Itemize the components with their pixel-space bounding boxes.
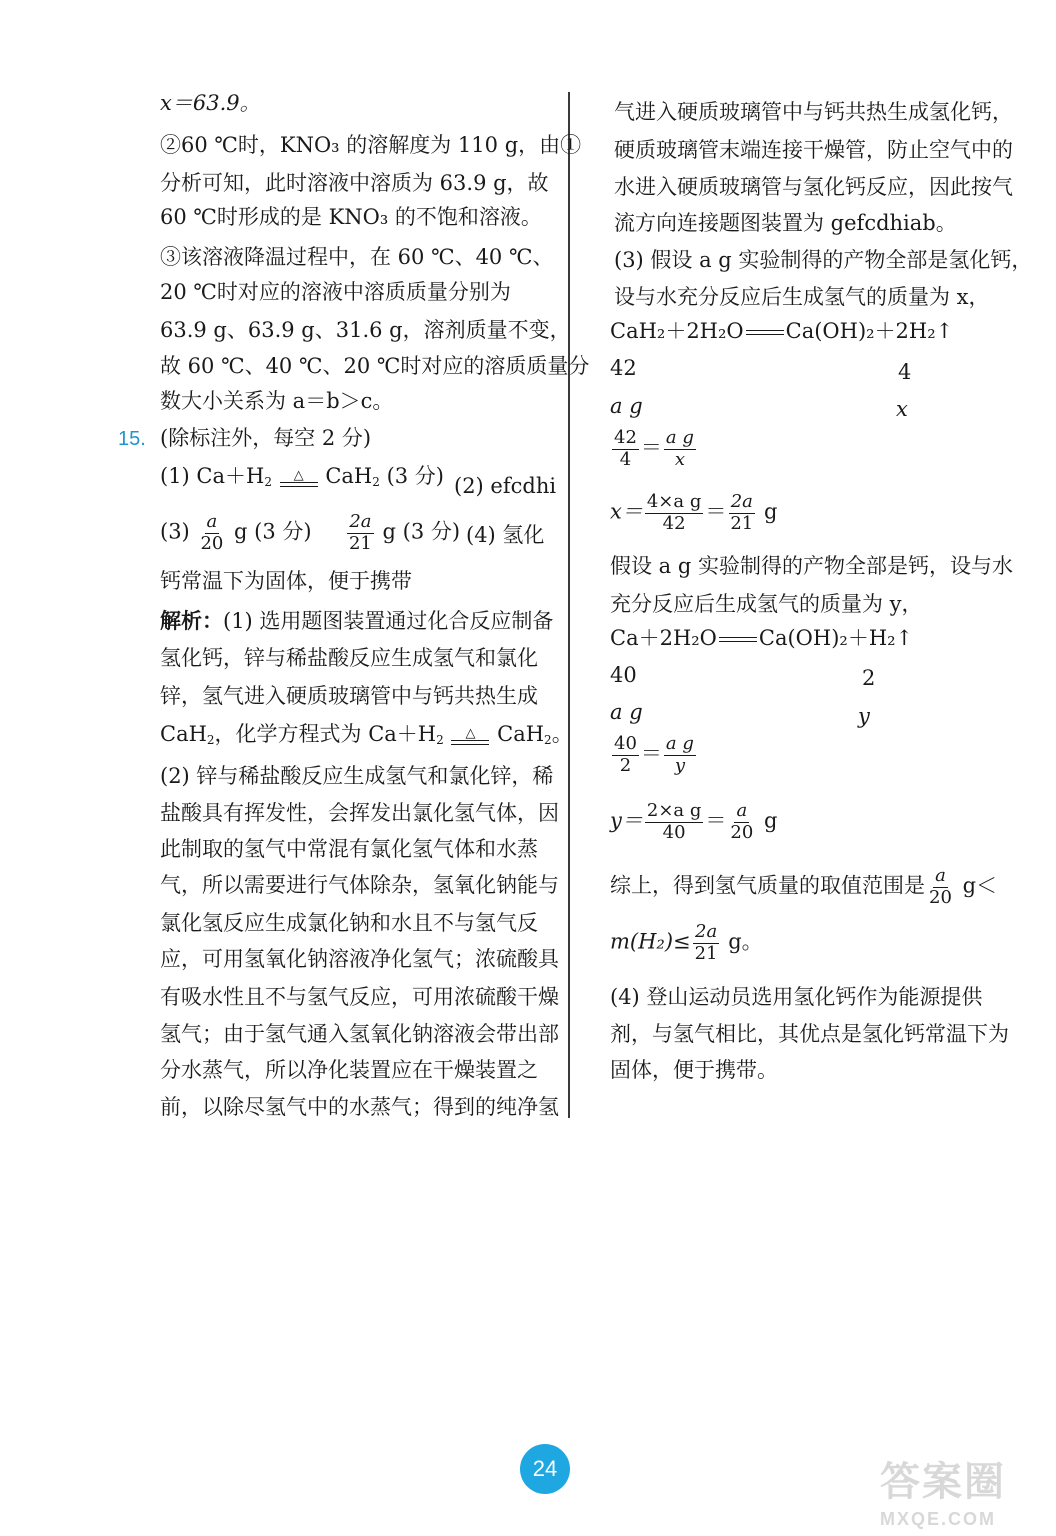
text-line: 分水蒸气，所以净化装置应在干燥装置之 — [160, 1058, 538, 1082]
denominator: 20 — [730, 821, 754, 843]
equals-bar — [280, 482, 318, 487]
numerator: 2a — [695, 921, 718, 942]
equation-1 — [610, 321, 953, 342]
subscript: 2 — [206, 733, 215, 747]
text: 综上，得到氢气质量的取值范围是 — [610, 873, 925, 898]
text: g＜ — [955, 873, 998, 898]
range-line-cont — [610, 922, 763, 964]
numerator: a g — [665, 427, 694, 448]
proportion-2: $\frac{40}{2}$ ＝ $\frac{\text{a g}}{y}$ — [614, 733, 694, 776]
subscript: 2 — [436, 733, 444, 747]
product: CaH — [325, 464, 373, 488]
equation-line — [160, 724, 573, 746]
text-line: 故 60 ℃、40 ℃、20 ℃时对应的溶质质量分 — [160, 354, 590, 378]
denominator: y — [674, 754, 685, 776]
fraction — [728, 801, 755, 843]
text-line: ③该溶液降温过程中，在 60 ℃、40 ℃、 — [160, 245, 554, 269]
text-line: 数大小关系为 a＝b＞c。 — [160, 389, 394, 413]
fraction — [612, 428, 639, 470]
text-line: 前，以除尽氢气中的水蒸气；得到的纯净氢 — [160, 1095, 559, 1119]
molar-mass: 2 — [862, 666, 876, 690]
molar-mass: 4 — [898, 360, 912, 384]
text: CaH — [497, 722, 545, 746]
fraction — [612, 734, 639, 776]
solve-x: x＝ $\frac{\text{4×a g}}{42}$ ＝ $\frac{2a}{21}$ g — [610, 491, 778, 534]
delta-symbol: △ — [293, 467, 304, 483]
text-line: 剂，与氢气相比，其优点是氢化钙常温下为 — [610, 1022, 1009, 1046]
text-line: (4) 登山运动员选用氢化钙作为能源提供 — [610, 985, 983, 1009]
denominator: 21 — [348, 532, 372, 554]
variable: x＝ — [610, 499, 643, 524]
products: Ca(OH)₂＋2H₂↑ — [785, 319, 954, 343]
answer-3 — [160, 512, 460, 554]
fraction — [927, 866, 954, 908]
mass-value: a g — [610, 394, 643, 418]
text-line: 流方向连接题图装置为 gefcdhiab。 — [614, 211, 957, 235]
text-line: (2) 锌与稀盐酸反应生成氢气和氯化锌，稀 — [160, 764, 554, 788]
text-line: 设与水充分反应后生成氢气的质量为 x， — [614, 285, 990, 309]
text-line: 应，可用氢氧化钠溶液净化氢气；浓硫酸具 — [160, 947, 559, 971]
denominator: 21 — [694, 942, 718, 964]
fraction — [664, 428, 696, 470]
solve-y: y＝ $\frac{\text{2×a g}}{40}$ ＝ $\frac{a}{20}$ g — [610, 800, 778, 843]
text-line: 氢化钙，锌与稀盐酸反应生成氢气和氯化 — [160, 646, 538, 670]
equation-2 — [610, 628, 913, 649]
analysis-line — [160, 610, 553, 632]
fraction — [728, 492, 755, 534]
numerator: a — [935, 865, 946, 886]
unit: g (3 分) — [227, 519, 312, 544]
numerator: 4×a g — [646, 491, 702, 512]
numerator: 42 — [614, 427, 637, 448]
mass-value: y — [858, 704, 870, 728]
denominator: 20 — [200, 532, 224, 554]
numerator: 40 — [614, 733, 637, 754]
text: CaH — [160, 722, 207, 746]
fraction — [198, 512, 225, 554]
equals-bar — [451, 740, 489, 745]
unit: g — [757, 808, 778, 833]
text-line: 氢气；由于氢气通入氢氧化钠溶液会带出部 — [160, 1022, 559, 1046]
heating-condition — [280, 469, 318, 487]
variable: y＝ — [610, 808, 643, 833]
score: (3 分) — [379, 464, 444, 488]
fraction — [645, 801, 704, 843]
fraction — [664, 734, 696, 776]
proportion-1: $\frac{42}{4}$ ＝ $\frac{\text{a g}}{x}$ — [614, 427, 694, 470]
answer-2: (2) efcdhi — [454, 474, 557, 498]
answer-3-label: (3) — [160, 519, 190, 544]
text-line: 充分反应后生成氢气的质量为 y， — [610, 592, 923, 616]
text-line: 60 ℃时形成的是 KNO₃ 的不饱和溶液。 — [160, 205, 542, 229]
watermark-top: 答案圈 — [880, 1460, 1006, 1504]
denominator: 20 — [929, 886, 952, 908]
text-line: 气，所以需要进行气体除杂，氢氧化钠能与 — [160, 873, 559, 897]
denominator: 4 — [619, 448, 632, 470]
text-line: 锌，氢气进入硬质玻璃管中与钙共热生成 — [160, 684, 538, 708]
subscript: 2 — [264, 475, 272, 489]
answer-1 — [160, 466, 444, 488]
numerator: 2a — [349, 511, 372, 532]
text-line: 固体，便于携带。 — [610, 1058, 778, 1082]
molar-mass: 42 — [610, 356, 637, 380]
text-line: 63.9 g、63.9 g、31.6 g，溶剂质量不变， — [160, 318, 571, 342]
denominator: 21 — [730, 512, 754, 534]
question-number: 15. — [118, 428, 146, 450]
products: Ca(OH)₂＋H₂↑ — [758, 626, 914, 650]
text-line: ②60 ℃时，KNO₃ 的溶解度为 110 g，由① — [160, 133, 582, 157]
text-line: x＝63.9。 — [160, 91, 261, 115]
watermark-logo — [880, 1450, 1040, 1530]
heating-condition — [451, 727, 489, 745]
numerator: 2a — [730, 491, 753, 512]
denominator: 42 — [662, 512, 686, 534]
page-number: 24 — [520, 1444, 570, 1494]
fraction — [347, 512, 374, 554]
numerator: a — [736, 800, 748, 821]
text-line: 此制取的氢气中常混有氯化氢气体和水蒸 — [160, 837, 538, 861]
numerator: a — [206, 511, 218, 532]
text: ，化学方程式为 Ca＋H — [214, 722, 437, 746]
subscript: 2 — [372, 475, 380, 489]
unit: g (3 分) — [375, 519, 461, 544]
text-line: 盐酸具有挥发性，会挥发出氯化氢气体，因 — [160, 801, 559, 825]
text: m(H₂)≤ — [610, 929, 691, 954]
answer-4-cont: 钙常温下为固体，便于携带 — [160, 569, 412, 593]
answer-1-label: (1) Ca＋H — [160, 464, 265, 488]
numerator: a g — [665, 733, 694, 754]
subscript: 2 — [544, 733, 552, 747]
analysis-label: 解析： — [160, 608, 223, 633]
text-line: 假设 a g 实验制得的产物全部是钙，设与水 — [610, 554, 1013, 578]
column-divider — [568, 92, 570, 1118]
equals-sign — [719, 637, 757, 642]
molar-mass: 40 — [610, 663, 637, 687]
fraction — [645, 492, 704, 534]
fraction — [693, 922, 720, 964]
text-line: 水进入硬质玻璃管与氢化钙反应，因此按气 — [614, 175, 1013, 199]
answer-4: (4) 氢化 — [466, 523, 545, 547]
delta-symbol: △ — [465, 725, 476, 741]
unit: g — [757, 499, 778, 524]
text-line: 有吸水性且不与氢气反应，可用浓硫酸干燥 — [160, 985, 559, 1009]
text-line: (3) 假设 a g 实验制得的产物全部是氢化钙， — [614, 248, 1033, 272]
denominator: x — [674, 448, 685, 470]
text-line: 20 ℃时对应的溶液中溶质质量分别为 — [160, 280, 511, 304]
equals-sign — [746, 330, 784, 335]
numerator: 2×a g — [646, 800, 702, 821]
range-line — [610, 866, 997, 908]
denominator: 40 — [662, 821, 686, 843]
text: 。 — [551, 722, 573, 746]
text-line: 分析可知，此时溶液中溶质为 63.9 g，故 — [160, 171, 549, 195]
reactants: CaH₂＋2H₂O — [610, 319, 744, 343]
text-line: 氯化氢反应生成氯化钠和水且不与氢气反 — [160, 911, 538, 935]
text-line: 硬质玻璃管末端连接干燥管，防止空气中的 — [614, 138, 1013, 162]
text: g。 — [721, 929, 763, 954]
text-line: 气进入硬质玻璃管中与钙共热生成氢化钙， — [614, 100, 1013, 124]
watermark-bottom: MXQE.COM — [880, 1509, 997, 1529]
scoring-note: (除标注外，每空 2 分) — [160, 426, 372, 450]
denominator: 2 — [619, 754, 632, 776]
mass-value: a g — [610, 700, 643, 724]
reactants: Ca＋2H₂O — [610, 626, 717, 650]
text: (1) 选用题图装置通过化合反应制备 — [223, 609, 554, 633]
mass-value: x — [896, 397, 908, 421]
